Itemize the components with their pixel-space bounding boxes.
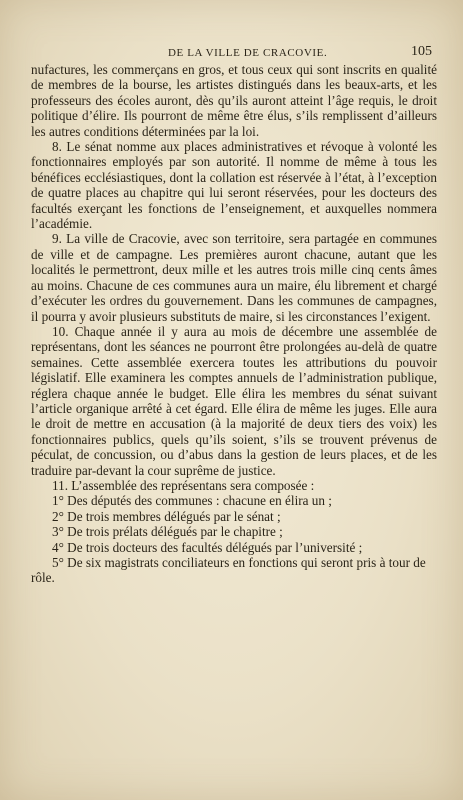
body-text [31,62,437,586]
list-item: 4° De trois docteurs des facultés délégués par l’université ; [52,539,363,555]
list-item: 5° De six magistrats conciliateurs en fonctions qui seront pris à tour de rôle. [31,555,426,586]
article-9: 9. La ville de Cracovie, avec son territoire, sera partagée en communes de ville et de campagne. Les premières auront chacune, autant que les localités le permettront, deux mille et les autres trois mille cinq cents âmes au moins. Chacune de ces communes aura un maire, élu librement et chargé d’exécuter les ordres du gouvernement. Dans les communes de campagnes, il pourra y avoir plusieurs substituts de maire, si les circonstances l’exigent. [31,231,437,324]
running-head: DE LA VILLE DE CRACOVIE. [168,47,328,59]
paragraph-continuation: nufactures, les commerçans en gros, et tous ceux qui sont inscrits en qualité de membres de la bourse, les artistes distingués dans les beaux-arts, et les professeurs des écoles auront, dès qu’ils auront atteint l’âge requis, le droit politique d’élire. Ils pourront de même être élus, s’ils remplissent d’ailleurs les autres conditions déterminées par la loi. [31,62,437,139]
list-item: 2° De trois membres délégués par le sénat ; [52,508,281,524]
page-number: 105 [411,44,432,59]
article-10: 10. Chaque année il y aura au mois de décembre une assemblée de représentans, dont les séances ne pourront être prolongées au-delà de quatre semaines. Cette assemblée exercera toutes les attributions du pouvoir législatif. Elle examinera les comptes annuels de l’administration publique, réglera chaque année le budget. Elle élira les membres du sénat suivant l’article organique arrêté à cet égard. Elle élira de même les juges. Elle aura le droit de mettre en accusation (à la majorité de deux tiers des voix) les fonctionnaires publics, quels qu’ils soient, s’ils se trouvent prévenus de péculat, de concussion, ou d’abus dans la gestion de leurs places, et de les traduire par-devant la cour suprême de justice. [31,323,437,478]
article-11: 11. L’assemblée des représentans sera composée : [52,477,315,493]
article-8: 8. Le sénat nomme aux places administratives et révoque à volonté les fonctionnaires employés par son autorité. Il nomme de même à tous les bénéfices ecclésiastiques, dont la collation est réservée à l’état, à l’exception de quatre places au chapitre qui lui seront réservées, pour les docteurs des facultés exerçant les fonctions de l’enseignement, et auxquelles nommera l’académie. [31,139,437,232]
list-item: 3° De trois prélats délégués par le chapitre ; [52,524,283,540]
list-item: 1° Des députés des communes : chacune en élira un ; [52,493,332,509]
page-header [32,44,436,62]
